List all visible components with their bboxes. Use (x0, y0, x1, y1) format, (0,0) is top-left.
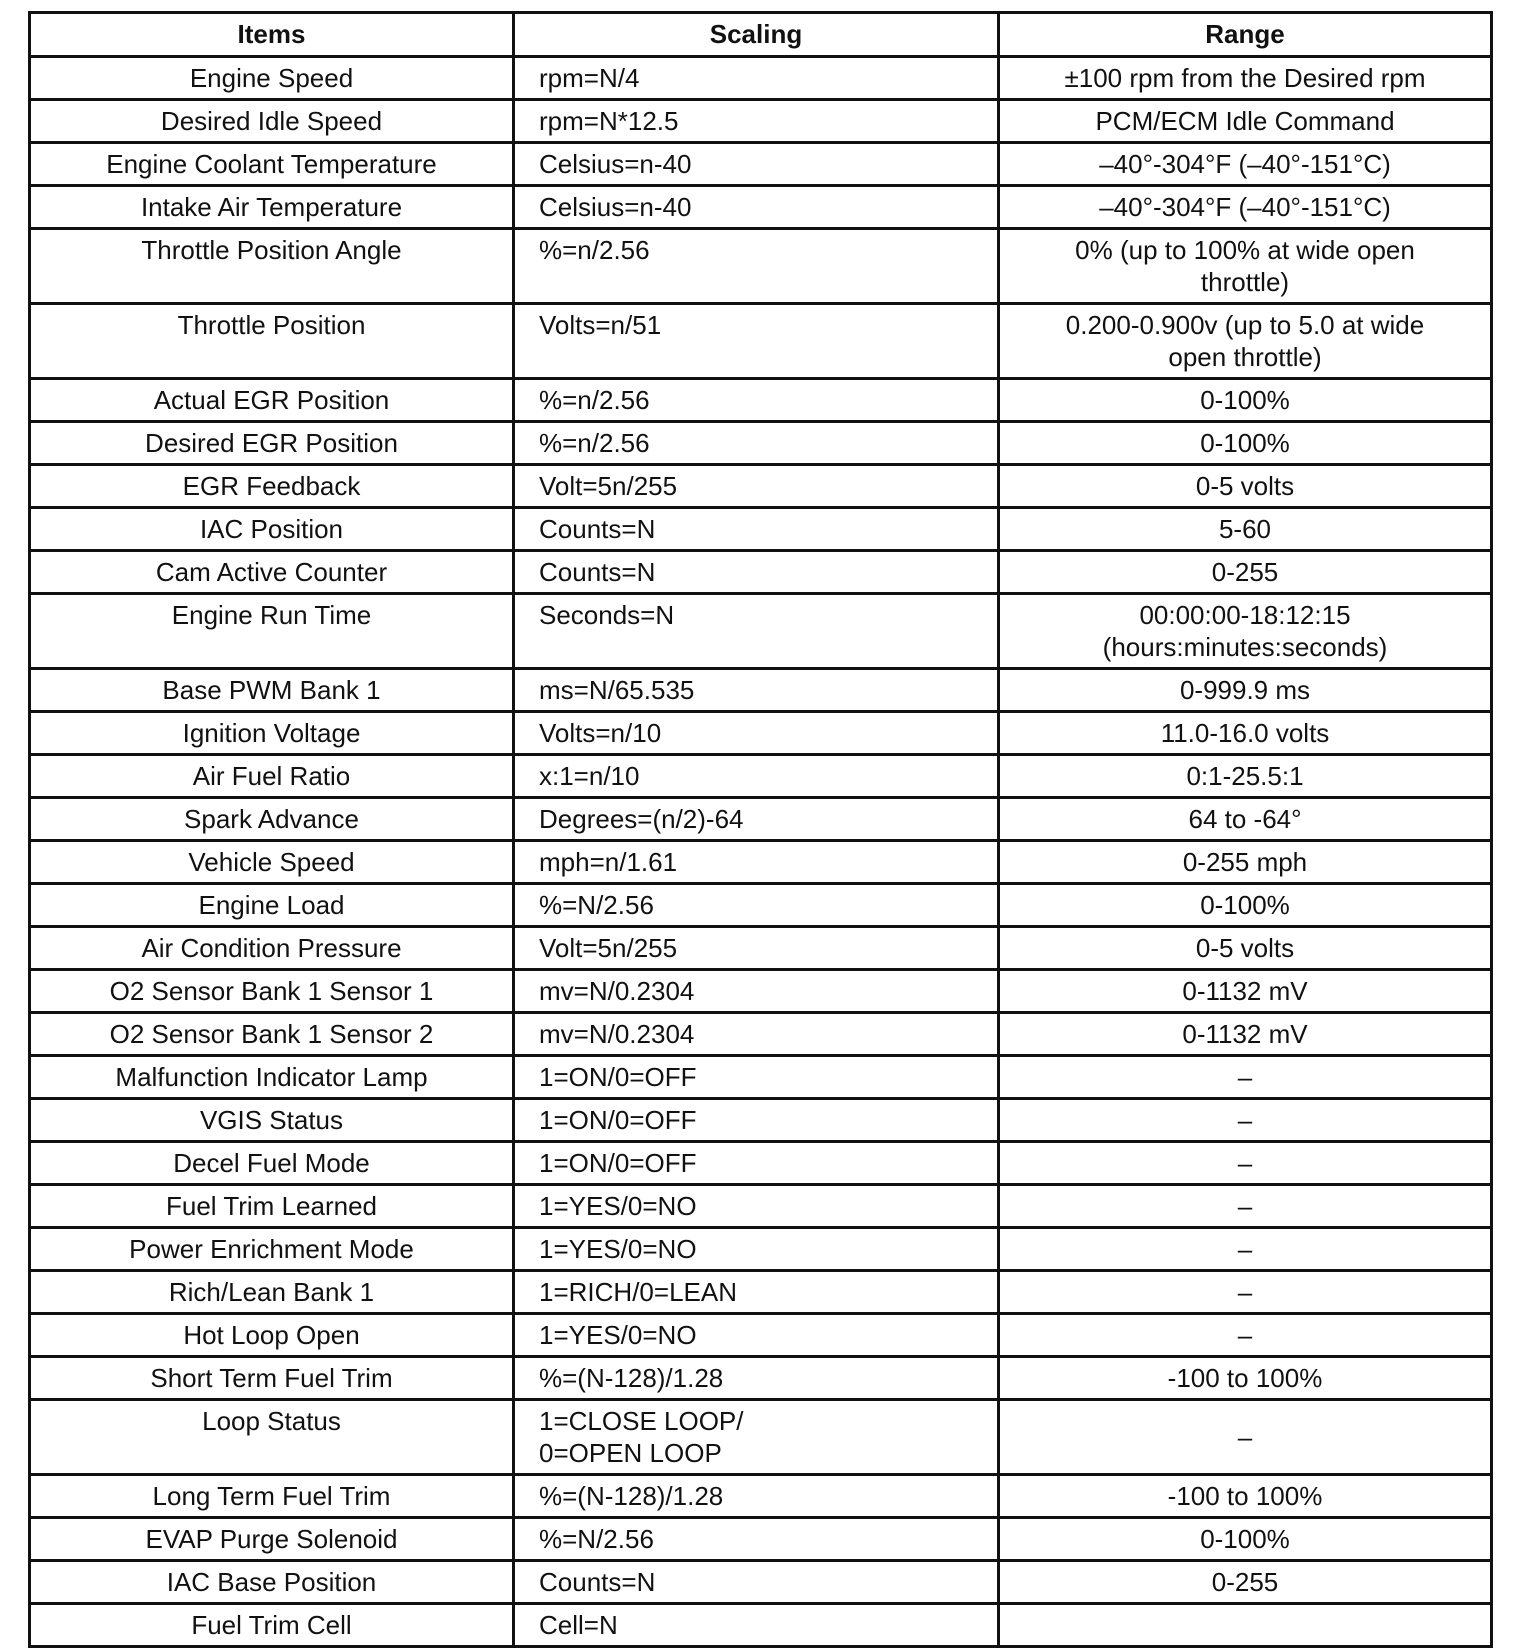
range-cell: – (999, 1142, 1492, 1185)
range-cell: 0.200-0.900v (up to 5.0 at wide open throttle) (999, 304, 1492, 379)
item-cell: Malfunction Indicator Lamp (30, 1056, 514, 1099)
range-cell: – (999, 1228, 1492, 1271)
scaling-cell: Volt=5n/255 (514, 927, 999, 970)
range-cell: ±100 rpm from the Desired rpm (999, 57, 1492, 100)
item-cell: VGIS Status (30, 1099, 514, 1142)
range-cell: – (999, 1056, 1492, 1099)
table-row (30, 884, 1492, 927)
item-cell: Throttle Position Angle (30, 229, 514, 304)
table-row (30, 1518, 1492, 1561)
header-range: Range (999, 13, 1492, 57)
scaling-cell: %=N/2.56 (514, 884, 999, 927)
range-cell: 0-5 volts (999, 465, 1492, 508)
range-cell: 11.0-16.0 volts (999, 712, 1492, 755)
range-cell (999, 1604, 1492, 1647)
item-cell: Short Term Fuel Trim (30, 1357, 514, 1400)
range-cell: 0-100% (999, 1518, 1492, 1561)
scaling-cell: 1=YES/0=NO (514, 1314, 999, 1357)
item-cell: Desired EGR Position (30, 422, 514, 465)
item-cell: Engine Speed (30, 57, 514, 100)
item-cell: Power Enrichment Mode (30, 1228, 514, 1271)
range-cell: 0-100% (999, 379, 1492, 422)
range-cell: 0-255 mph (999, 841, 1492, 884)
scaling-cell: mv=N/0.2304 (514, 970, 999, 1013)
range-cell: 0:1-25.5:1 (999, 755, 1492, 798)
scaling-cell: 1=YES/0=NO (514, 1228, 999, 1271)
range-cell: 0-999.9 ms (999, 669, 1492, 712)
range-cell: – (999, 1271, 1492, 1314)
scaling-cell: 1=RICH/0=LEAN (514, 1271, 999, 1314)
item-cell: O2 Sensor Bank 1 Sensor 1 (30, 970, 514, 1013)
table-row (30, 1056, 1492, 1099)
scaling-cell: 1=YES/0=NO (514, 1185, 999, 1228)
table-row (30, 1604, 1492, 1647)
table-header-row (30, 13, 1492, 57)
item-cell: Engine Run Time (30, 594, 514, 669)
table-row (30, 1561, 1492, 1604)
range-cell: 0-100% (999, 884, 1492, 927)
range-cell: 0-255 (999, 1561, 1492, 1604)
scaling-cell: x:1=n/10 (514, 755, 999, 798)
range-cell: 5-60 (999, 508, 1492, 551)
scaling-cell: %=(N-128)/1.28 (514, 1357, 999, 1400)
item-cell: Vehicle Speed (30, 841, 514, 884)
item-cell: Throttle Position (30, 304, 514, 379)
table-row (30, 927, 1492, 970)
scaling-cell: Seconds=N (514, 594, 999, 669)
table-row (30, 1475, 1492, 1518)
table-row (30, 1314, 1492, 1357)
table-row (30, 465, 1492, 508)
table-body (30, 57, 1492, 1647)
scaling-cell: Celsius=n-40 (514, 186, 999, 229)
scaling-cell: Volts=n/51 (514, 304, 999, 379)
item-cell: Engine Coolant Temperature (30, 143, 514, 186)
table-row (30, 379, 1492, 422)
scaling-cell: Volts=n/10 (514, 712, 999, 755)
item-cell: Intake Air Temperature (30, 186, 514, 229)
item-cell: Cam Active Counter (30, 551, 514, 594)
item-cell: Hot Loop Open (30, 1314, 514, 1357)
item-cell: Fuel Trim Cell (30, 1604, 514, 1647)
item-cell: Ignition Voltage (30, 712, 514, 755)
scaling-cell: Celsius=n-40 (514, 143, 999, 186)
item-cell: Loop Status (30, 1400, 514, 1475)
table-row (30, 1228, 1492, 1271)
item-cell: IAC Base Position (30, 1561, 514, 1604)
scaling-cell: mv=N/0.2304 (514, 1013, 999, 1056)
range-cell: – (999, 1400, 1492, 1475)
item-cell: IAC Position (30, 508, 514, 551)
range-cell: 0% (up to 100% at wide open throttle) (999, 229, 1492, 304)
item-cell: EGR Feedback (30, 465, 514, 508)
range-cell: –40°-304°F (–40°-151°C) (999, 186, 1492, 229)
item-cell: Long Term Fuel Trim (30, 1475, 514, 1518)
scaling-cell: Degrees=(n/2)-64 (514, 798, 999, 841)
table-row (30, 712, 1492, 755)
scaling-cell: Counts=N (514, 551, 999, 594)
item-cell: Actual EGR Position (30, 379, 514, 422)
range-cell: 64 to -64° (999, 798, 1492, 841)
table-row (30, 143, 1492, 186)
range-cell: – (999, 1099, 1492, 1142)
table-row (30, 1142, 1492, 1185)
scaling-cell: %=N/2.56 (514, 1518, 999, 1561)
range-cell: –40°-304°F (–40°-151°C) (999, 143, 1492, 186)
item-cell: Rich/Lean Bank 1 (30, 1271, 514, 1314)
range-cell: 00:00:00-18:12:15 (hours:minutes:seconds) (999, 594, 1492, 669)
table-row (30, 100, 1492, 143)
range-cell: 0-5 volts (999, 927, 1492, 970)
item-cell: Fuel Trim Learned (30, 1185, 514, 1228)
scaling-cell: Volt=5n/255 (514, 465, 999, 508)
scaling-cell: 1=ON/0=OFF (514, 1099, 999, 1142)
item-cell: O2 Sensor Bank 1 Sensor 2 (30, 1013, 514, 1056)
table-row (30, 422, 1492, 465)
range-cell: – (999, 1314, 1492, 1357)
scaling-cell: mph=n/1.61 (514, 841, 999, 884)
item-cell: Engine Load (30, 884, 514, 927)
range-cell: PCM/ECM Idle Command (999, 100, 1492, 143)
table-row (30, 970, 1492, 1013)
scaling-cell: 1=ON/0=OFF (514, 1142, 999, 1185)
header-scaling: Scaling (514, 13, 999, 57)
table-row (30, 594, 1492, 669)
scaling-cell: rpm=N/4 (514, 57, 999, 100)
scaling-cell: 1=ON/0=OFF (514, 1056, 999, 1099)
table-row (30, 669, 1492, 712)
scaling-cell: %=n/2.56 (514, 422, 999, 465)
scaling-cell: ms=N/65.535 (514, 669, 999, 712)
item-cell: EVAP Purge Solenoid (30, 1518, 514, 1561)
scaling-cell: 1=CLOSE LOOP/ 0=OPEN LOOP (514, 1400, 999, 1475)
range-cell: 0-255 (999, 551, 1492, 594)
table-row (30, 755, 1492, 798)
table-row (30, 1271, 1492, 1314)
item-cell: Base PWM Bank 1 (30, 669, 514, 712)
scaling-cell: %=n/2.56 (514, 379, 999, 422)
item-cell: Air Fuel Ratio (30, 755, 514, 798)
scaling-cell: Counts=N (514, 1561, 999, 1604)
table-row (30, 1013, 1492, 1056)
scaling-cell: Cell=N (514, 1604, 999, 1647)
item-cell: Decel Fuel Mode (30, 1142, 514, 1185)
table-row (30, 1099, 1492, 1142)
scaling-cell: Counts=N (514, 508, 999, 551)
range-cell: 0-100% (999, 422, 1492, 465)
table-row (30, 1357, 1492, 1400)
range-cell: -100 to 100% (999, 1475, 1492, 1518)
range-cell: – (999, 1185, 1492, 1228)
range-cell: 0-1132 mV (999, 970, 1492, 1013)
scaling-cell: %=n/2.56 (514, 229, 999, 304)
table-row (30, 841, 1492, 884)
table-row (30, 798, 1492, 841)
table-row (30, 508, 1492, 551)
table-row (30, 57, 1492, 100)
table-row (30, 551, 1492, 594)
range-cell: 0-1132 mV (999, 1013, 1492, 1056)
table-row (30, 1400, 1492, 1475)
table-row (30, 229, 1492, 304)
table-row (30, 1185, 1492, 1228)
scaling-cell: %=(N-128)/1.28 (514, 1475, 999, 1518)
range-cell: -100 to 100% (999, 1357, 1492, 1400)
table-row (30, 304, 1492, 379)
item-cell: Air Condition Pressure (30, 927, 514, 970)
item-cell: Desired Idle Speed (30, 100, 514, 143)
header-items: Items (30, 13, 514, 57)
table-row (30, 186, 1492, 229)
scaling-cell: rpm=N*12.5 (514, 100, 999, 143)
data-table (28, 11, 1493, 1648)
item-cell: Spark Advance (30, 798, 514, 841)
